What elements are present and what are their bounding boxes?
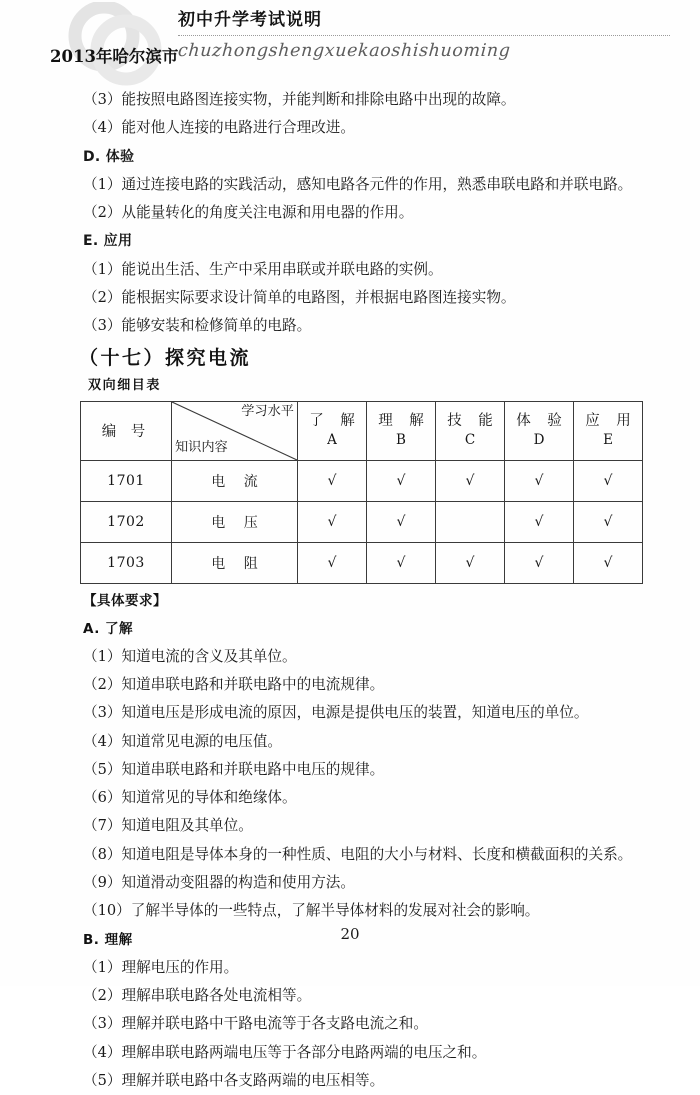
requirement-item: （4）知道常见电源的电压值。 bbox=[83, 732, 283, 750]
document-content bbox=[0, 86, 700, 1095]
row-mark-c: √ bbox=[436, 460, 505, 501]
row-id: 1702 bbox=[81, 501, 172, 542]
diagonal-top-label: 学习水平 bbox=[241, 403, 294, 419]
requirement-item: （9）知道滑动变阻器的构造和使用方法。 bbox=[83, 874, 355, 892]
table-row bbox=[81, 501, 643, 542]
table-header-level-b bbox=[367, 401, 436, 460]
group-label-a: A. 了解 bbox=[83, 620, 134, 637]
row-topic: 电 流 bbox=[172, 460, 298, 501]
row-mark-e: √ bbox=[574, 460, 643, 501]
requirements-heading: 【具体要求】 bbox=[83, 592, 167, 609]
level-code: B bbox=[396, 432, 406, 449]
body-line: （3）能够安装和检修简单的电路。 bbox=[83, 317, 312, 335]
requirement-item: （8）知道电阻是导体本身的一种性质、电阻的大小与材料、长度和横截面积的关系。 bbox=[83, 845, 633, 863]
table-header-diagonal-cell bbox=[172, 401, 298, 460]
row-topic: 电 阻 bbox=[172, 542, 298, 583]
requirement-item: （10）了解半导体的一些特点，了解半导体材料的发展对社会的影响。 bbox=[83, 902, 540, 920]
requirement-group-b bbox=[0, 926, 700, 1095]
row-id: 1703 bbox=[81, 542, 172, 583]
row-mark-e: √ bbox=[574, 501, 643, 542]
level-code: C bbox=[464, 432, 476, 449]
level-name: 体 验 bbox=[516, 412, 568, 429]
table-header-level-a bbox=[298, 401, 367, 460]
row-mark-b: √ bbox=[367, 460, 436, 501]
subsection-label: D. 体验 bbox=[83, 148, 135, 165]
table-header-row bbox=[81, 401, 643, 460]
row-mark-b: √ bbox=[367, 501, 436, 542]
row-mark-a: √ bbox=[298, 460, 367, 501]
table-header-id-label: 编 号 bbox=[101, 424, 151, 441]
table-header-level-e bbox=[574, 401, 643, 460]
level-code: D bbox=[533, 432, 545, 449]
level-code: E bbox=[603, 432, 613, 449]
row-mark-d: √ bbox=[505, 501, 574, 542]
level-name: 技 能 bbox=[447, 412, 499, 429]
requirement-item: （3）知道电压是形成电流的原因，电源是提供电压的装置，知道电压的单位。 bbox=[83, 704, 589, 722]
requirement-item: （1）知道电流的含义及其单位。 bbox=[83, 647, 297, 665]
page-number: 20 bbox=[340, 925, 360, 943]
page-title: 初中升学考试说明 bbox=[178, 10, 322, 30]
body-line: （1）能说出生活、生产中采用串联或并联电路的实例。 bbox=[83, 260, 443, 278]
group-label-b: B. 理解 bbox=[83, 931, 133, 948]
row-mark-c: √ bbox=[436, 542, 505, 583]
specification-table-wrapper bbox=[0, 397, 700, 587]
requirement-item: （3）理解并联电路中干路电流等于各支路电流之和。 bbox=[83, 1015, 428, 1033]
requirement-group-a bbox=[0, 615, 700, 926]
level-name: 了 解 bbox=[309, 412, 361, 429]
requirement-item: （6）知道常见的导体和绝缘体。 bbox=[83, 789, 297, 807]
table-header-level-c bbox=[436, 401, 505, 460]
body-line: （2）从能量转化的角度关注电源和用电器的作用。 bbox=[83, 204, 414, 222]
body-line: （3）能按照电路图连接实物，并能判断和排除电路中出现的故障。 bbox=[83, 91, 516, 108]
row-id: 1701 bbox=[81, 460, 172, 501]
level-code: A bbox=[327, 432, 337, 449]
requirement-item: （5）知道串联电路和并联电路中电压的规律。 bbox=[83, 760, 385, 778]
table-header-id bbox=[81, 401, 172, 460]
body-line: （1）通过连接电路的实践活动，感知电路各元件的作用，熟悉串联电路和并联电路。 bbox=[83, 175, 633, 193]
subsection-label: E. 应用 bbox=[83, 233, 133, 250]
table-row bbox=[81, 542, 643, 583]
row-mark-e: √ bbox=[574, 542, 643, 583]
requirement-item: （2）知道串联电路和并联电路中的电流规律。 bbox=[83, 675, 385, 693]
level-name: 理 解 bbox=[378, 412, 430, 429]
requirement-item: （2）理解串联电路各处电流相等。 bbox=[83, 986, 312, 1004]
body-line: （4）能对他人连接的电路进行合理改进。 bbox=[83, 119, 355, 137]
level-name: 应 用 bbox=[585, 412, 637, 429]
table-header-level-d bbox=[505, 401, 574, 460]
row-mark-a: √ bbox=[298, 501, 367, 542]
row-topic: 电 压 bbox=[172, 501, 298, 542]
requirement-item: （5）理解并联电路中各支路两端的电压相等。 bbox=[83, 1071, 385, 1089]
requirement-item: （7）知道电阻及其单位。 bbox=[83, 817, 253, 835]
diagonal-bottom-label: 知识内容 bbox=[175, 440, 228, 456]
title-block bbox=[178, 8, 678, 61]
requirement-item: （4）理解串联电路两端电压等于各部分电路两端的电压之和。 bbox=[83, 1043, 487, 1061]
table-row bbox=[81, 460, 643, 501]
page-masthead bbox=[0, 0, 700, 86]
section-heading: （十七）探究电流 bbox=[79, 346, 252, 369]
row-mark-b: √ bbox=[367, 542, 436, 583]
row-mark-d: √ bbox=[505, 460, 574, 501]
brand-line: 2013年哈尔滨市 bbox=[50, 47, 179, 66]
table-caption: 双向细目表 bbox=[88, 377, 162, 393]
row-mark-c bbox=[436, 501, 505, 542]
specification-table bbox=[80, 401, 643, 584]
requirement-item: （1）理解电压的作用。 bbox=[83, 958, 239, 976]
title-pinyin: chuzhongshengxuekaoshishuoming bbox=[177, 40, 512, 61]
row-mark-d: √ bbox=[505, 542, 574, 583]
body-line: （2）能根据实际要求设计简单的电路图，并根据电路图连接实物。 bbox=[83, 289, 516, 307]
row-mark-a: √ bbox=[298, 542, 367, 583]
title-divider bbox=[178, 35, 670, 37]
pre-heading-block bbox=[0, 86, 700, 341]
